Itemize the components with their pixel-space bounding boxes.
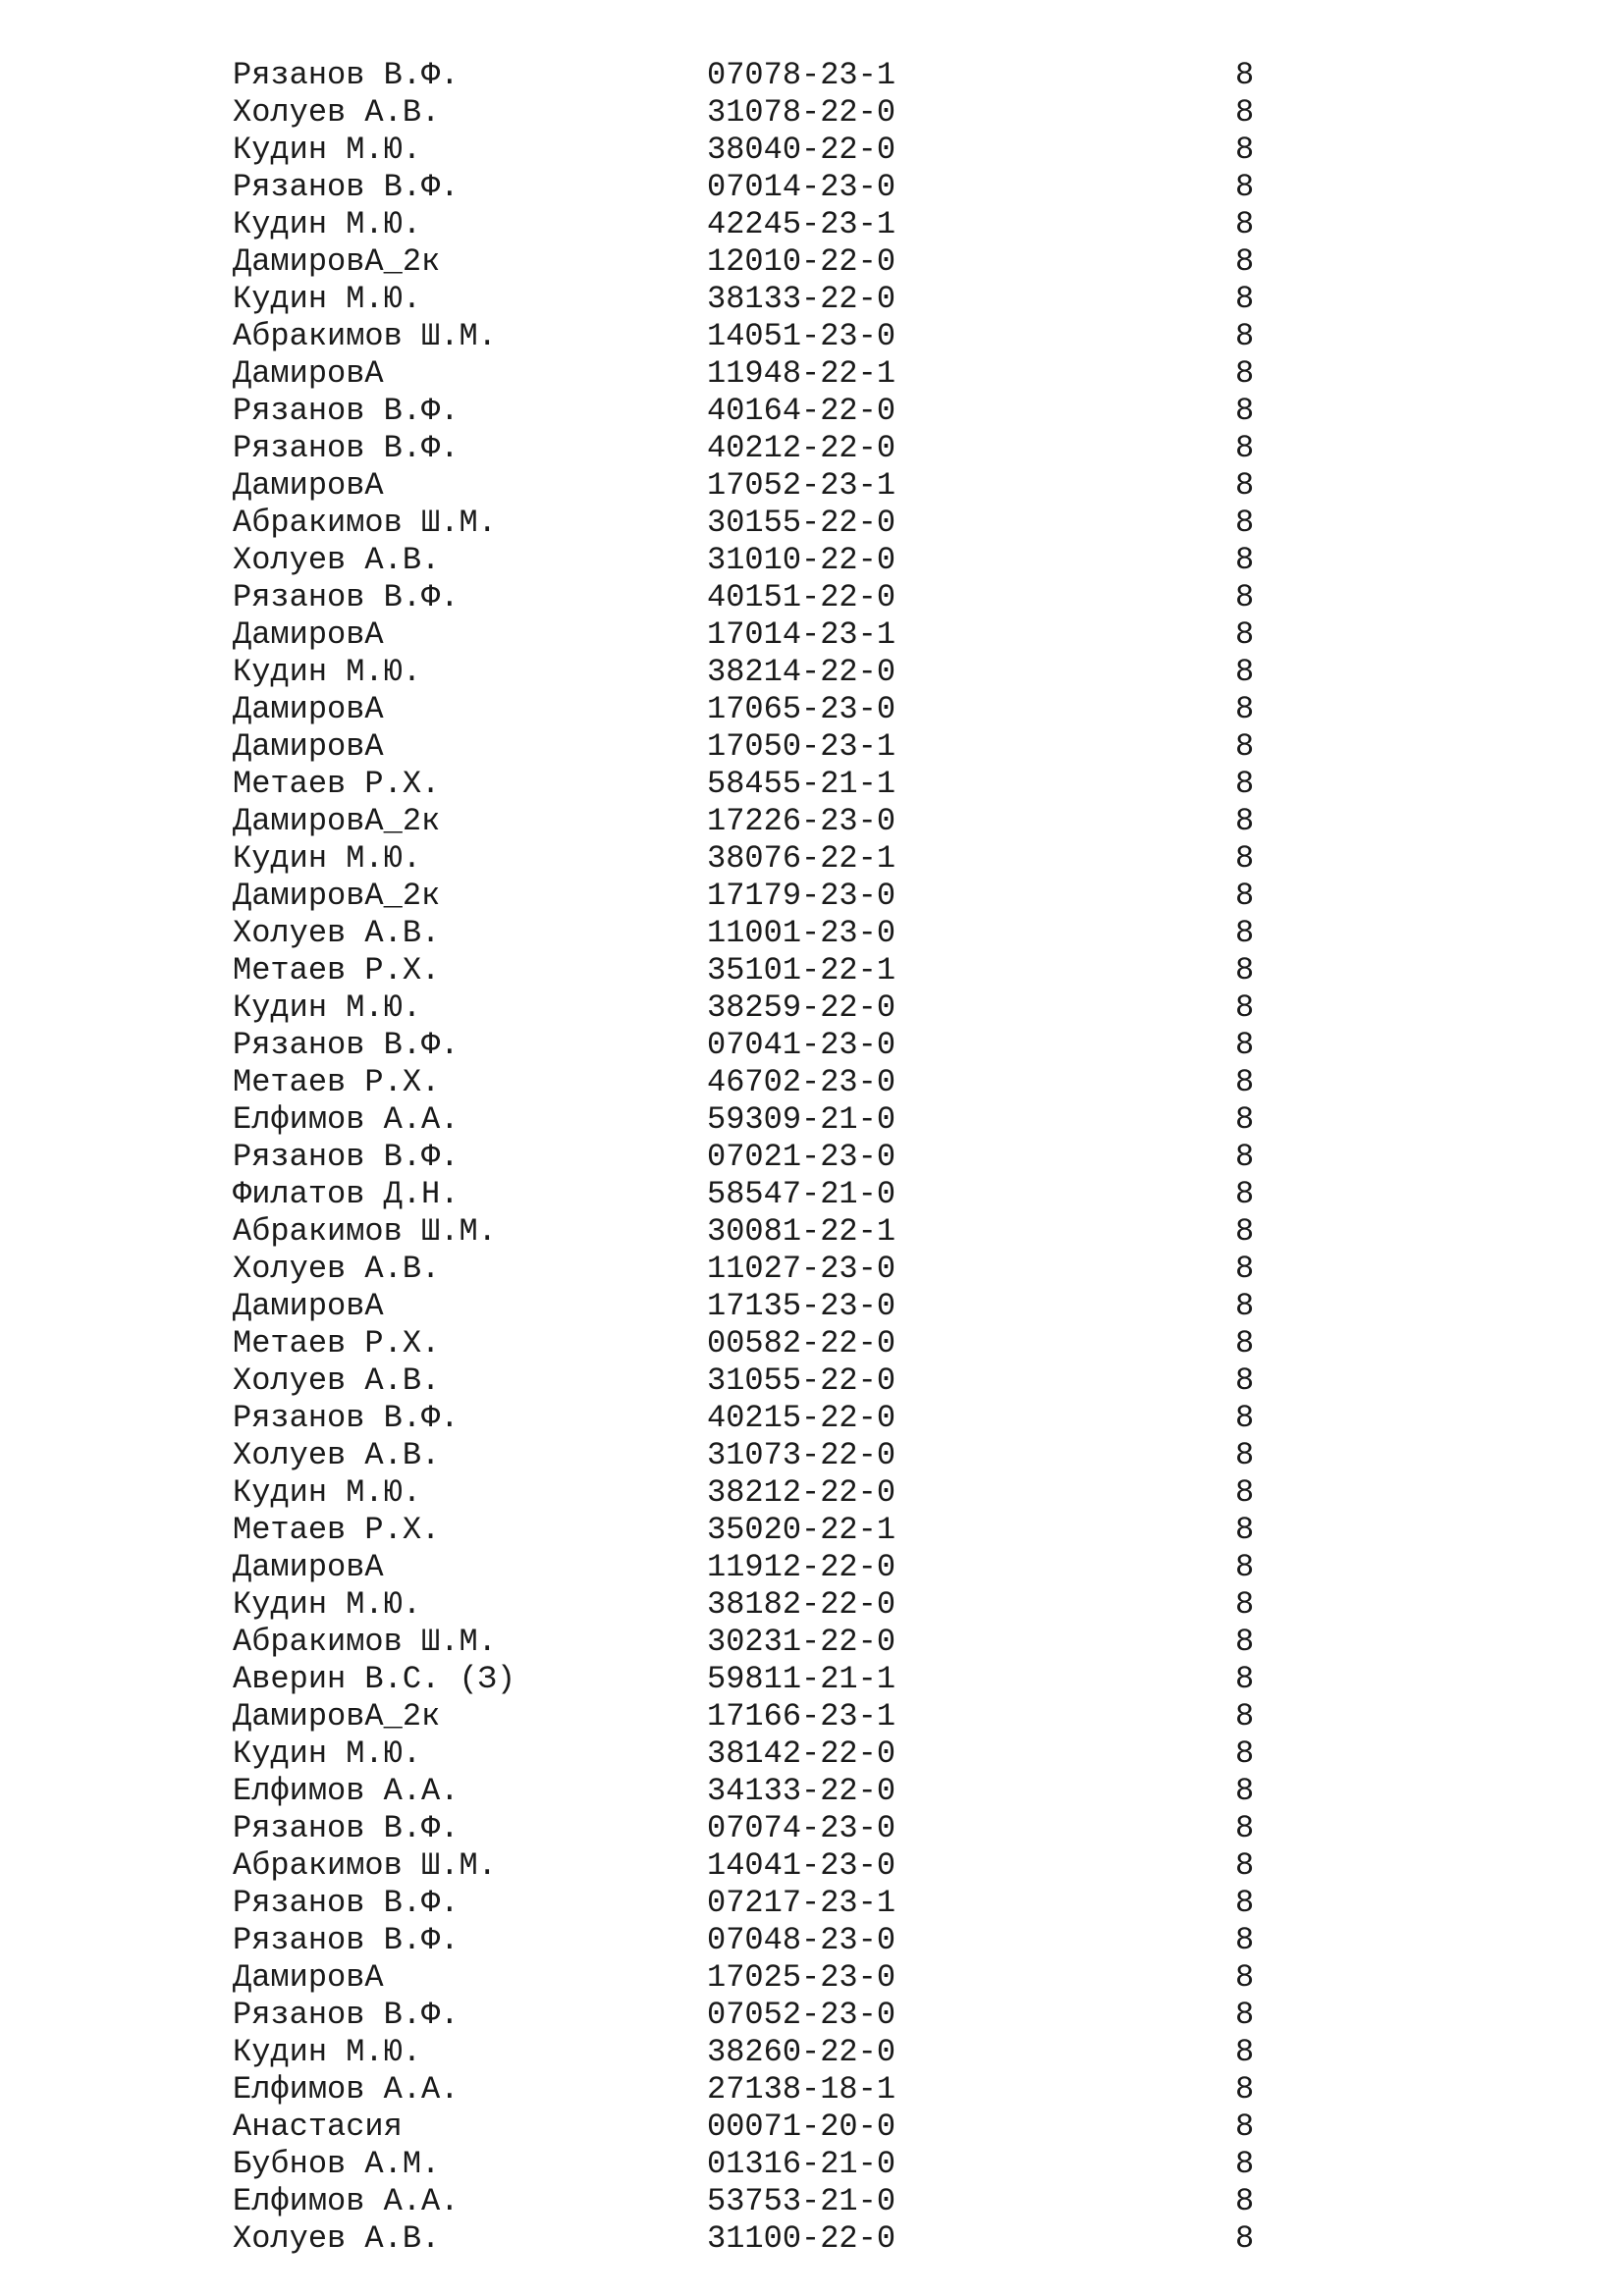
- class-value: 8: [1235, 1735, 1255, 1772]
- participant-name: Абракимов Ш.М.: [233, 1624, 497, 1660]
- participant-name: Метаев Р.Х.: [233, 1512, 441, 1548]
- participant-name: Кудин М.Ю.: [233, 2034, 422, 2070]
- participant-name: Рязанов В.Ф.: [233, 169, 460, 205]
- record-code: 17050-23-1: [707, 728, 896, 765]
- record-code: 53753-21-0: [707, 2183, 896, 2219]
- class-value: 8: [1235, 281, 1255, 317]
- class-value: 8: [1235, 1661, 1255, 1697]
- participant-name: ДамировА: [233, 616, 384, 653]
- class-value: 8: [1235, 878, 1255, 914]
- class-value: 8: [1235, 1362, 1255, 1399]
- participant-name: Холуев А.В.: [233, 1251, 441, 1287]
- class-value: 8: [1235, 989, 1255, 1026]
- class-value: 8: [1235, 1027, 1255, 1063]
- record-code: 07217-23-1: [707, 1885, 896, 1921]
- class-value: 8: [1235, 1064, 1255, 1100]
- record-code: 38142-22-0: [707, 1735, 896, 1772]
- participant-name: ДамировА: [233, 728, 384, 765]
- class-value: 8: [1235, 206, 1255, 242]
- participant-name: Елфимов А.А.: [233, 2183, 460, 2219]
- record-code: 31010-22-0: [707, 542, 896, 578]
- participant-name: ДамировА_2к: [233, 243, 441, 280]
- record-code: 11948-22-1: [707, 355, 896, 392]
- participant-name: Кудин М.Ю.: [233, 840, 422, 877]
- class-value: 8: [1235, 1773, 1255, 1809]
- participant-name: Кудин М.Ю.: [233, 206, 422, 242]
- record-code: 07074-23-0: [707, 1810, 896, 1846]
- participant-name: Аверин В.С. (З): [233, 1661, 516, 1697]
- record-code: 07052-23-0: [707, 1997, 896, 2033]
- record-code: 30081-22-1: [707, 1213, 896, 1250]
- class-value: 8: [1235, 616, 1255, 653]
- record-code: 00071-20-0: [707, 2109, 896, 2145]
- class-value: 8: [1235, 1959, 1255, 1996]
- participant-name: Рязанов В.Ф.: [233, 1922, 460, 1958]
- record-code: 07048-23-0: [707, 1922, 896, 1958]
- class-value: 8: [1235, 1885, 1255, 1921]
- participant-name: Рязанов В.Ф.: [233, 1027, 460, 1063]
- participant-name: ДамировА: [233, 1959, 384, 1996]
- participant-name: Холуев А.В.: [233, 94, 441, 131]
- record-code: 42245-23-1: [707, 206, 896, 242]
- record-code: 35020-22-1: [707, 1512, 896, 1548]
- class-value: 8: [1235, 1810, 1255, 1846]
- participant-name: Холуев А.В.: [233, 1437, 441, 1473]
- record-code: 40212-22-0: [707, 430, 896, 466]
- class-value: 8: [1235, 1586, 1255, 1623]
- participant-name: Рязанов В.Ф.: [233, 1810, 460, 1846]
- class-value: 8: [1235, 355, 1255, 392]
- class-value: 8: [1235, 1474, 1255, 1511]
- participant-name: Елфимов А.А.: [233, 2071, 460, 2108]
- record-code: 14051-23-0: [707, 318, 896, 354]
- class-value: 8: [1235, 94, 1255, 131]
- record-code: 07014-23-0: [707, 169, 896, 205]
- record-code: 30231-22-0: [707, 1624, 896, 1660]
- record-code: 17135-23-0: [707, 1288, 896, 1324]
- participant-name: Рязанов В.Ф.: [233, 1400, 460, 1436]
- participant-name: Кудин М.Ю.: [233, 281, 422, 317]
- participant-name: ДамировА_2к: [233, 803, 441, 839]
- participant-name: Анастасия: [233, 2109, 403, 2145]
- class-value: 8: [1235, 243, 1255, 280]
- class-value: 8: [1235, 1101, 1255, 1138]
- class-value: 8: [1235, 132, 1255, 168]
- class-value: 8: [1235, 1922, 1255, 1958]
- class-value: 8: [1235, 2146, 1255, 2182]
- class-value: 8: [1235, 579, 1255, 615]
- record-code: 07021-23-0: [707, 1139, 896, 1175]
- participant-name: Елфимов А.А.: [233, 1101, 460, 1138]
- class-value: 8: [1235, 318, 1255, 354]
- class-value: 8: [1235, 1139, 1255, 1175]
- class-value: 8: [1235, 1624, 1255, 1660]
- record-code: 12010-22-0: [707, 243, 896, 280]
- participant-name: Холуев А.В.: [233, 915, 441, 951]
- participant-name: Рязанов В.Ф.: [233, 579, 460, 615]
- class-value: 8: [1235, 1213, 1255, 1250]
- participant-name: ДамировА: [233, 355, 384, 392]
- participant-name: Холуев А.В.: [233, 1362, 441, 1399]
- record-code: 31055-22-0: [707, 1362, 896, 1399]
- class-value: 8: [1235, 915, 1255, 951]
- record-code: 11912-22-0: [707, 1549, 896, 1585]
- record-code: 00582-22-0: [707, 1325, 896, 1362]
- record-code: 17014-23-1: [707, 616, 896, 653]
- class-value: 8: [1235, 1288, 1255, 1324]
- participant-name: Елфимов А.А.: [233, 1773, 460, 1809]
- record-code: 31100-22-0: [707, 2220, 896, 2257]
- class-value: 8: [1235, 393, 1255, 429]
- class-value: 8: [1235, 1698, 1255, 1735]
- participant-name: Кудин М.Ю.: [233, 989, 422, 1026]
- class-value: 8: [1235, 2109, 1255, 2145]
- class-value: 8: [1235, 1437, 1255, 1473]
- class-value: 8: [1235, 766, 1255, 802]
- record-code: 58455-21-1: [707, 766, 896, 802]
- record-code: 38212-22-0: [707, 1474, 896, 1511]
- participant-name: ДамировА: [233, 467, 384, 504]
- class-value: 8: [1235, 1997, 1255, 2033]
- record-code: 17179-23-0: [707, 878, 896, 914]
- participant-name: Кудин М.Ю.: [233, 654, 422, 690]
- class-value: 8: [1235, 2183, 1255, 2219]
- class-value: 8: [1235, 467, 1255, 504]
- class-value: 8: [1235, 654, 1255, 690]
- participant-name: Метаев Р.Х.: [233, 952, 441, 988]
- participant-name: Кудин М.Ю.: [233, 1735, 422, 1772]
- record-code: 17065-23-0: [707, 691, 896, 727]
- participant-name: Филатов Д.Н.: [233, 1176, 460, 1212]
- participant-name: Абракимов Ш.М.: [233, 1847, 497, 1884]
- record-code: 59309-21-0: [707, 1101, 896, 1138]
- record-code: 46702-23-0: [707, 1064, 896, 1100]
- record-code: 14041-23-0: [707, 1847, 896, 1884]
- participant-name: Кудин М.Ю.: [233, 1586, 422, 1623]
- participant-name: Холуев А.В.: [233, 2220, 441, 2257]
- participant-name: Бубнов А.М.: [233, 2146, 441, 2182]
- class-value: 8: [1235, 542, 1255, 578]
- class-value: 8: [1235, 2034, 1255, 2070]
- class-value: 8: [1235, 430, 1255, 466]
- record-code: 31078-22-0: [707, 94, 896, 131]
- record-code: 59811-21-1: [707, 1661, 896, 1697]
- participant-name: ДамировА: [233, 1288, 384, 1324]
- record-code: 31073-22-0: [707, 1437, 896, 1473]
- class-value: 8: [1235, 2071, 1255, 2108]
- record-code: 17166-23-1: [707, 1698, 896, 1735]
- record-code: 30155-22-0: [707, 505, 896, 541]
- record-code: 11001-23-0: [707, 915, 896, 951]
- participant-name: Кудин М.Ю.: [233, 132, 422, 168]
- record-code: 35101-22-1: [707, 952, 896, 988]
- participant-name: Кудин М.Ю.: [233, 1474, 422, 1511]
- participant-name: Абракимов Ш.М.: [233, 1213, 497, 1250]
- record-code: 40164-22-0: [707, 393, 896, 429]
- class-value: 8: [1235, 1251, 1255, 1287]
- class-value: 8: [1235, 952, 1255, 988]
- record-code: 40215-22-0: [707, 1400, 896, 1436]
- record-code: 07041-23-0: [707, 1027, 896, 1063]
- record-code: 01316-21-0: [707, 2146, 896, 2182]
- participant-name: ДамировА: [233, 691, 384, 727]
- record-code: 38182-22-0: [707, 1586, 896, 1623]
- participant-name: ДамировА_2к: [233, 878, 441, 914]
- participant-name: Метаев Р.Х.: [233, 1325, 441, 1362]
- class-value: 8: [1235, 728, 1255, 765]
- class-value: 8: [1235, 1400, 1255, 1436]
- class-value: 8: [1235, 840, 1255, 877]
- participant-name: ДамировА_2к: [233, 1698, 441, 1735]
- record-code: 38040-22-0: [707, 132, 896, 168]
- class-value: 8: [1235, 2220, 1255, 2257]
- participant-name: Метаев Р.Х.: [233, 1064, 441, 1100]
- record-code: 11027-23-0: [707, 1251, 896, 1287]
- participant-name: Холуев А.В.: [233, 542, 441, 578]
- record-code: 34133-22-0: [707, 1773, 896, 1809]
- participant-name: Рязанов В.Ф.: [233, 57, 460, 93]
- participant-name: Рязанов В.Ф.: [233, 1885, 460, 1921]
- class-value: 8: [1235, 169, 1255, 205]
- participant-name: Рязанов В.Ф.: [233, 430, 460, 466]
- participant-name: Метаев Р.Х.: [233, 766, 441, 802]
- participant-name: Абракимов Ш.М.: [233, 505, 497, 541]
- record-code: 07078-23-1: [707, 57, 896, 93]
- participant-name: Абракимов Ш.М.: [233, 318, 497, 354]
- class-value: 8: [1235, 1847, 1255, 1884]
- class-value: 8: [1235, 1549, 1255, 1585]
- class-value: 8: [1235, 803, 1255, 839]
- class-value: 8: [1235, 57, 1255, 93]
- record-code: 38076-22-1: [707, 840, 896, 877]
- participant-name: ДамировА: [233, 1549, 384, 1585]
- participant-name: Рязанов В.Ф.: [233, 1997, 460, 2033]
- record-code: 17025-23-0: [707, 1959, 896, 1996]
- participant-name: Рязанов В.Ф.: [233, 1139, 460, 1175]
- record-code: 27138-18-1: [707, 2071, 896, 2108]
- record-code: 58547-21-0: [707, 1176, 896, 1212]
- record-code: 38259-22-0: [707, 989, 896, 1026]
- record-code: 17226-23-0: [707, 803, 896, 839]
- class-value: 8: [1235, 505, 1255, 541]
- record-code: 38133-22-0: [707, 281, 896, 317]
- class-value: 8: [1235, 1176, 1255, 1212]
- record-code: 40151-22-0: [707, 579, 896, 615]
- record-code: 38260-22-0: [707, 2034, 896, 2070]
- record-code: 38214-22-0: [707, 654, 896, 690]
- class-value: 8: [1235, 1512, 1255, 1548]
- participant-name: Рязанов В.Ф.: [233, 393, 460, 429]
- record-code: 17052-23-1: [707, 467, 896, 504]
- class-value: 8: [1235, 1325, 1255, 1362]
- class-value: 8: [1235, 691, 1255, 727]
